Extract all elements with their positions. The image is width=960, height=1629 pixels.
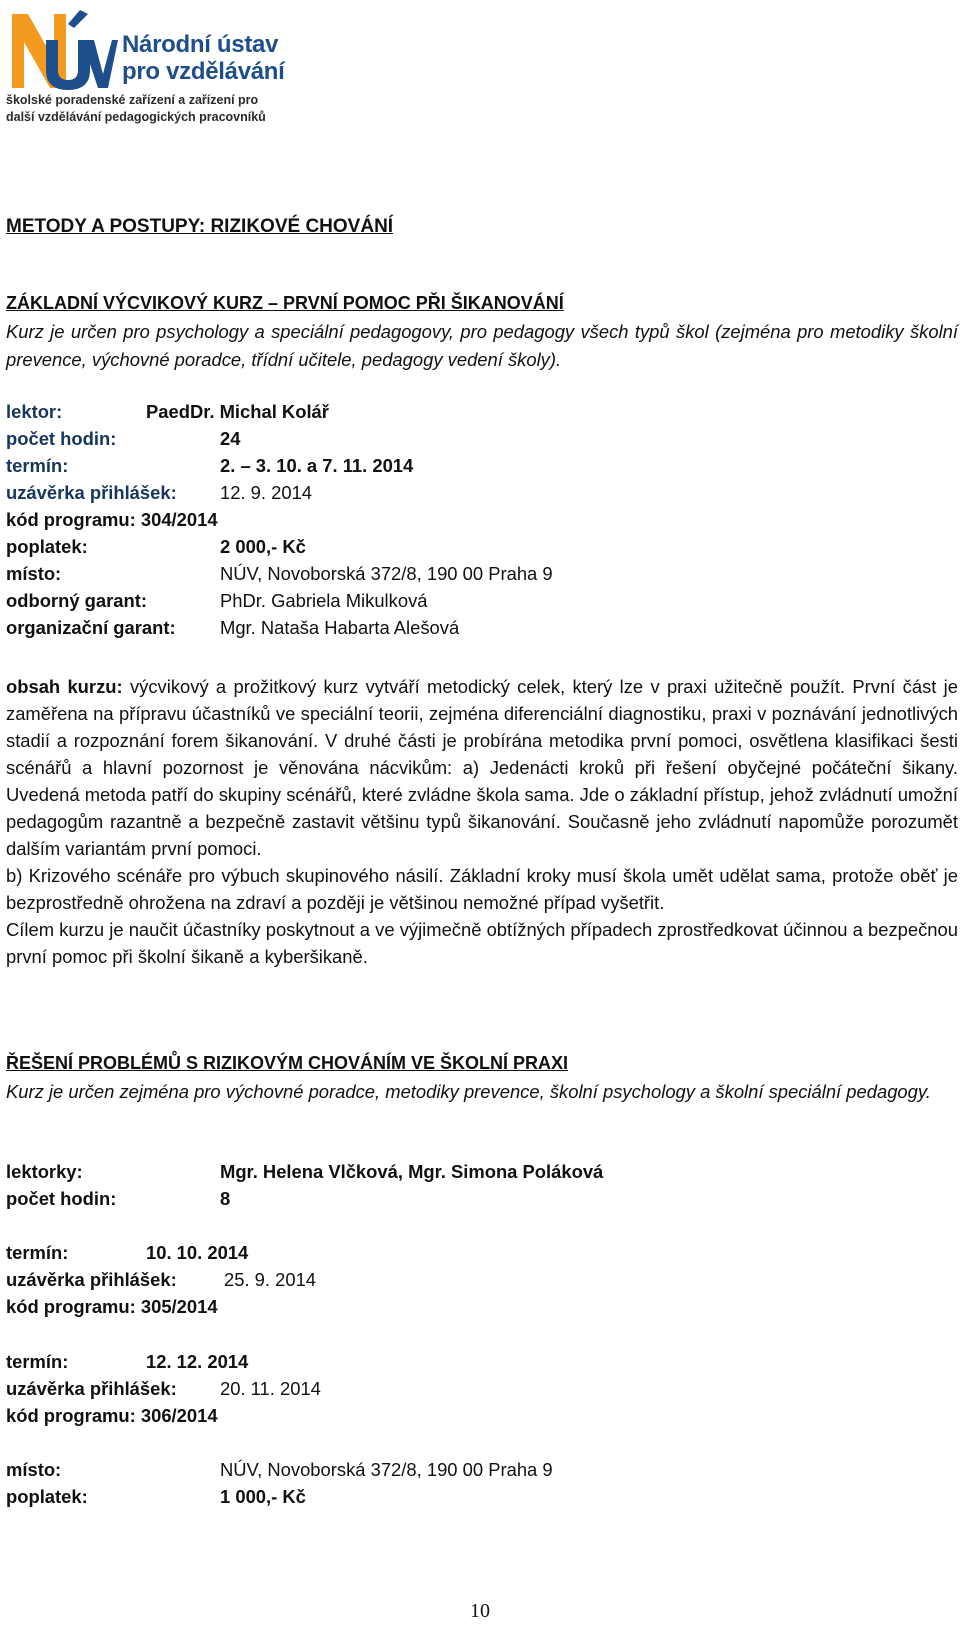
course1-title: ZÁKLADNÍ VÝCVIKOVÝ KURZ – PRVNÍ POMOC PŘI ŠIKANOVÁNÍ [6,293,564,313]
field-value: 8 [220,1188,231,1209]
field-label: kód programu: 306/2014 [6,1405,218,1426]
field-label: termín: [6,1242,69,1263]
field-value: NÚV, Novoborská 372/8, 190 00 Praha 9 [220,563,553,584]
logo-name-line2: pro vzdělávání [122,58,285,85]
field-value: Mgr. Helena Vlčková, Mgr. Simona Poláková [220,1161,604,1182]
course1-intro: Kurz je určen pro psychology a speciální pedagogovy, pro pedagogy všech typů škol (zejména pro metodiky školní prevence, výchovné poradce, třídní učitele, pedagogy vedení školy). [6,321,958,370]
nuv-logo-mark-icon [6,4,118,92]
field-value: 25. 9. 2014 [224,1269,317,1290]
field-label: uzávěrka přihlášek: [6,482,177,503]
lecturer-value: PaedDr. Michal Kolář [146,401,329,422]
field-value: PhDr. Gabriela Mikulková [220,590,428,611]
field-label: organizační garant: [6,617,176,638]
field-value: 2. – 3. 10. a 7. 11. 2014 [220,455,414,476]
field-label: lektor: [6,401,63,422]
field-value: 24 [220,428,241,449]
field-label: lektorky: [6,1161,83,1182]
field-value: 10. 10. 2014 [146,1242,249,1263]
field-value: 12. 9. 2014 [220,482,313,503]
logo-subtitle-line2: další vzdělávání pedagogických pracovníků [6,110,266,124]
field-label: kód programu: 304/2014 [6,509,218,530]
field-label: termín: [6,455,69,476]
field-label: poplatek: [6,1486,88,1507]
field-label: počet hodin: [6,428,117,449]
content-label: obsah kurzu: [6,676,123,697]
field-value [146,401,329,423]
logo-name-line1: Národní ústav [122,31,279,58]
field-value: 20. 11. 2014 [220,1378,321,1399]
field-value: Mgr. Nataša Habarta Alešová [220,617,460,638]
content-paragraph: Cílem kurzu je naučit účastníky poskytnout a ve výjimečně obtížných případech zprostředkovat účinnou a bezpečnou první pomoc při školní šikaně a kyberšikaně. [6,919,958,967]
page-title: METODY A POSTUPY: RIZIKOVÉ CHOVÁNÍ [6,216,394,237]
field-value: 1 000,- Kč [220,1486,306,1507]
field-label: poplatek: [6,536,88,557]
content-paragraph: b) Krizového scénáře pro výbuch skupinového násilí. Základní kroky musí škola umět udělat sama, protože oběť je bezprostředně ohrožena na zdraví a později je většinou nemožné případ vyšetřit. [6,865,958,913]
field-label: uzávěrka přihlášek: [6,1378,177,1399]
field-label: uzávěrka přihlášek: [6,1269,177,1290]
page-number: 10 [470,1600,490,1622]
course2-intro: Kurz je určen zejména pro výchovné poradce, metodiky prevence, školní psychology a školní speciální pedagogy. [6,1081,931,1102]
logo-subtitle-line1: školské poradenské zařízení a zařízení pro [6,93,259,107]
content-text: výcvikový a prožitkový kurz vytváří metodický celek, který lze v praxi užitečně použít. První část je zaměřena na přípravu účastníků ve speciální teorii, zejména diferenciální diagnostiku, praxi v poznávání jednotlivých stadií a rozpoznání forem šikanování. V druhé části je probírána metodika první pomoci, osvětlena klasifikaci šesti scénářů a hlavní pozornost je věnována nácvikům: a) Jedenácti kroků při řešení obyčejné počáteční šikany. Uvedená metoda patří do skupiny scénářů, které zvládne škola sama. Jde o základní přístup, jehož zvládnutí umožní pedagogům razantně a bezpečně zastavit většinu typů šikanování. Současně jeho zvládnutí napomůže porozumět dalším variantám první pomoci. [6,676,958,859]
field-label: místo: [6,1459,62,1480]
content-paragraph [6,673,958,862]
field-label: počet hodin: [6,1188,117,1209]
field-label: místo: [6,563,62,584]
field-value: 12. 12. 2014 [146,1351,249,1372]
field-label: odborný garant: [6,590,147,611]
course1-content [6,673,958,970]
nuv-logo [6,4,306,122]
field-label: termín: [6,1351,69,1372]
field-value: 2 000,- Kč [220,536,306,557]
field-value: NÚV, Novoborská 372/8, 190 00 Praha 9 [220,1459,553,1480]
course2-title: ŘEŠENÍ PROBLÉMŮ S RIZIKOVÝM CHOVÁNÍM VE ŠKOLNÍ PRAXI [6,1053,569,1073]
field-label: kód programu: 305/2014 [6,1296,218,1317]
